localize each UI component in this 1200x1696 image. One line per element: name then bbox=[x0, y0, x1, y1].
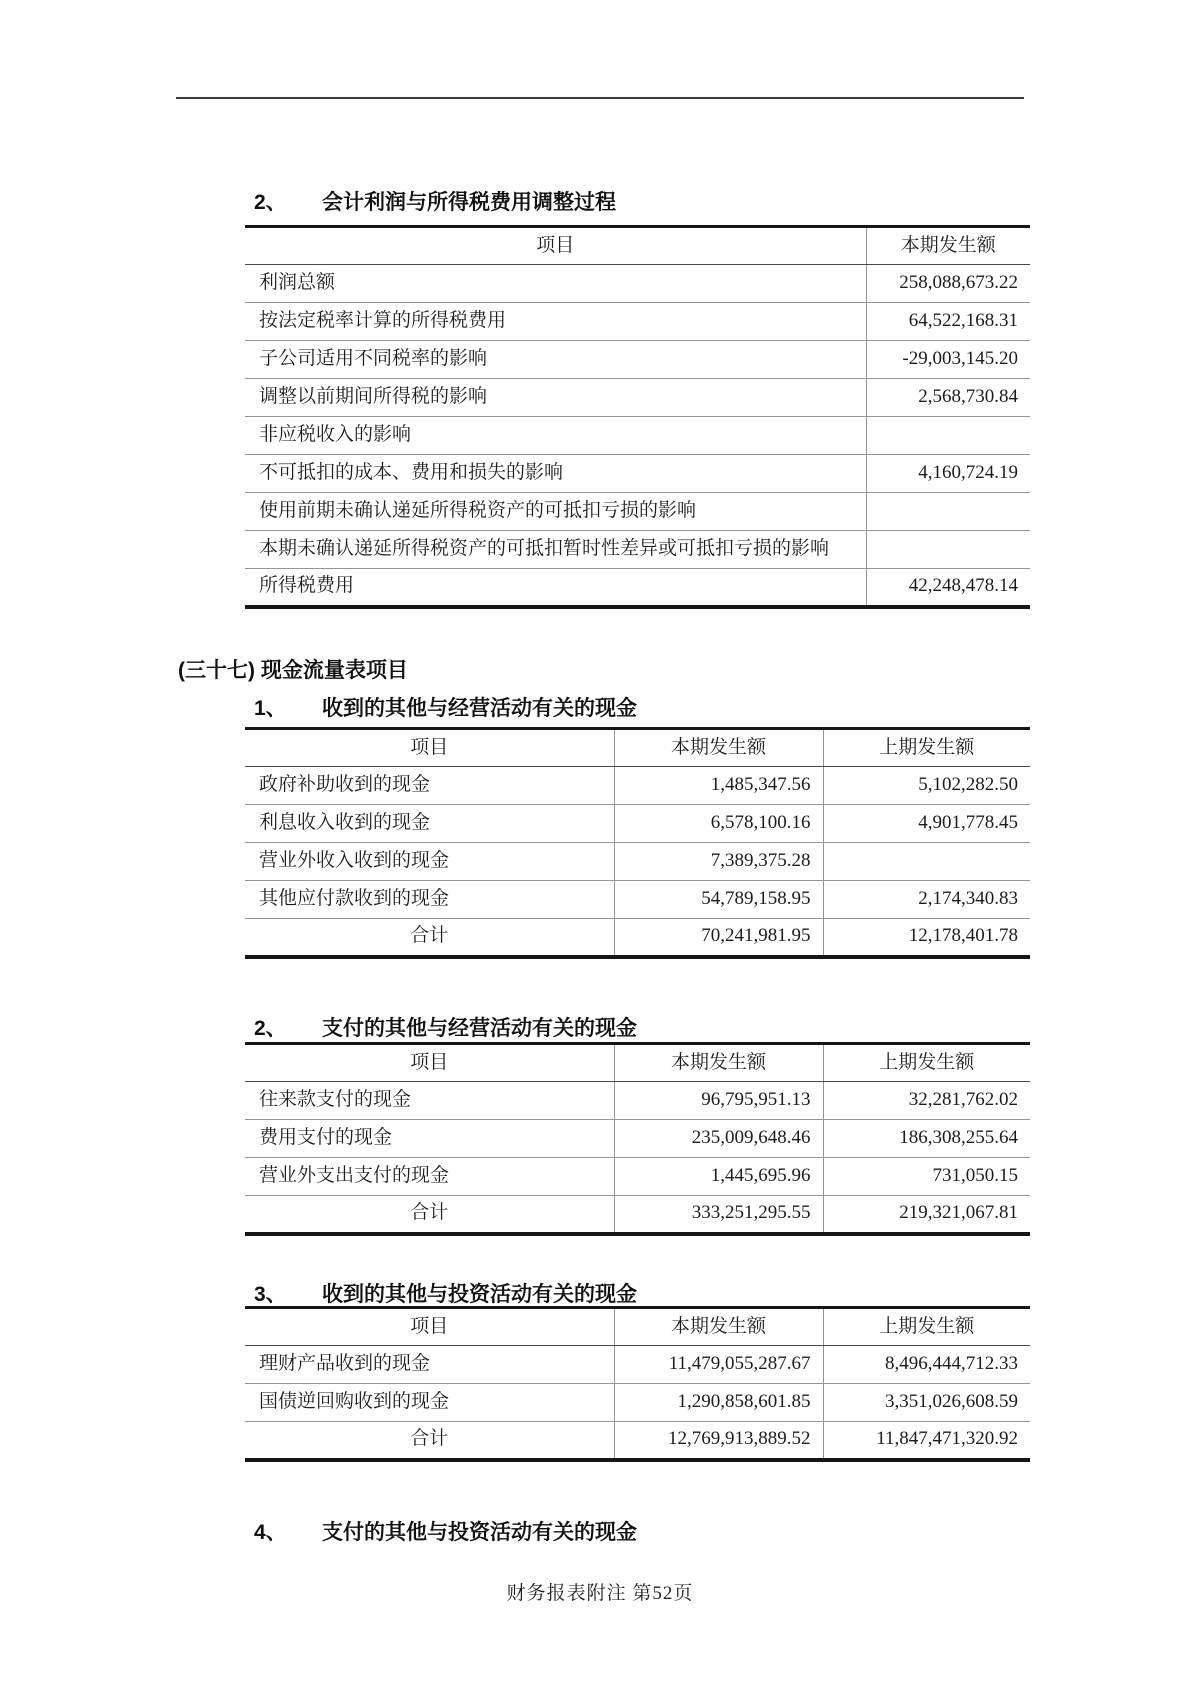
section-number: 2、 bbox=[254, 1017, 287, 1040]
table-row bbox=[245, 805, 1030, 843]
amount-cell: 1,445,695.96 bbox=[614, 1158, 823, 1196]
item-cell: 合计 bbox=[245, 1196, 614, 1234]
amount-cell: -29,003,145.20 bbox=[866, 341, 1030, 379]
column-header: 项目 bbox=[245, 729, 614, 767]
cash-received-investing-table bbox=[245, 1306, 1030, 1462]
cash-paid-operating-table bbox=[245, 1042, 1030, 1236]
amount-cell: 4,160,724.19 bbox=[866, 455, 1030, 493]
page-header-rule bbox=[176, 97, 1024, 99]
table-row bbox=[245, 881, 1030, 919]
section-title: 支付的其他与投资活动有关的现金 bbox=[322, 1521, 637, 1544]
table-row bbox=[245, 1346, 1030, 1384]
subsection-heading-4 bbox=[254, 1520, 637, 1546]
table-row bbox=[245, 493, 1030, 531]
amount-cell: 186,308,255.64 bbox=[823, 1120, 1030, 1158]
column-header: 本期发生额 bbox=[614, 1044, 823, 1082]
item-cell: 调整以前期间所得税的影响 bbox=[245, 379, 866, 417]
item-cell: 利息收入收到的现金 bbox=[245, 805, 614, 843]
amount-cell: 731,050.15 bbox=[823, 1158, 1030, 1196]
column-header: 上期发生额 bbox=[823, 729, 1030, 767]
table-row bbox=[245, 1120, 1030, 1158]
amount-cell bbox=[823, 843, 1030, 881]
amount-cell: 5,102,282.50 bbox=[823, 767, 1030, 805]
amount-cell: 54,789,158.95 bbox=[614, 881, 823, 919]
section-heading-tax-adjustment bbox=[254, 190, 616, 216]
total-row bbox=[245, 1196, 1030, 1234]
column-header: 本期发生额 bbox=[614, 729, 823, 767]
item-cell: 不可抵扣的成本、费用和损失的影响 bbox=[245, 455, 866, 493]
amount-cell: 3,351,026,608.59 bbox=[823, 1384, 1030, 1422]
amount-cell: 1,290,858,601.85 bbox=[614, 1384, 823, 1422]
section-number: 1、 bbox=[254, 697, 287, 720]
item-cell: 子公司适用不同税率的影响 bbox=[245, 341, 866, 379]
table-row bbox=[245, 455, 1030, 493]
table-row bbox=[245, 531, 1030, 569]
column-header: 上期发生额 bbox=[823, 1308, 1030, 1346]
item-cell: 费用支付的现金 bbox=[245, 1120, 614, 1158]
section-title: 收到的其他与投资活动有关的现金 bbox=[322, 1283, 637, 1306]
section-number: 4、 bbox=[254, 1521, 287, 1544]
amount-cell: 12,769,913,889.52 bbox=[614, 1422, 823, 1460]
amount-cell: 6,578,100.16 bbox=[614, 805, 823, 843]
amount-cell: 11,479,055,287.67 bbox=[614, 1346, 823, 1384]
table-row bbox=[245, 767, 1030, 805]
table-row bbox=[245, 569, 1030, 607]
amount-cell bbox=[866, 417, 1030, 455]
amount-cell: 64,522,168.31 bbox=[866, 303, 1030, 341]
amount-cell bbox=[866, 493, 1030, 531]
section-number: 2、 bbox=[254, 191, 287, 214]
amount-cell: 42,248,478.14 bbox=[908, 575, 1018, 597]
item-cell: 理财产品收到的现金 bbox=[245, 1346, 614, 1384]
amount-cell: 12,178,401.78 bbox=[908, 925, 1018, 947]
column-header: 本期发生额 bbox=[614, 1308, 823, 1346]
amount-cell: 1,485,347.56 bbox=[614, 767, 823, 805]
amount-cell: 7,389,375.28 bbox=[614, 843, 823, 881]
amount-cell: 333,251,295.55 bbox=[614, 1196, 823, 1234]
column-header: 本期发生额 bbox=[866, 227, 1030, 265]
table-body bbox=[245, 1082, 1030, 1234]
item-cell: 营业外支出支付的现金 bbox=[245, 1158, 614, 1196]
subsection-heading-3 bbox=[254, 1282, 637, 1308]
section-title: 支付的其他与经营活动有关的现金 bbox=[322, 1017, 637, 1040]
table-head bbox=[245, 1308, 1030, 1346]
table-header-row bbox=[245, 227, 1030, 265]
amount-cell: 219,321,067.81 bbox=[899, 1202, 1018, 1224]
table-head bbox=[245, 1044, 1030, 1082]
amount-cell: 235,009,648.46 bbox=[614, 1120, 823, 1158]
item-cell: 利润总额 bbox=[245, 265, 866, 303]
table-body bbox=[245, 767, 1030, 957]
amount-cell: 8,496,444,712.33 bbox=[823, 1346, 1030, 1384]
amount-cell: 4,901,778.45 bbox=[823, 805, 1030, 843]
table-head bbox=[245, 227, 1030, 265]
column-header: 项目 bbox=[245, 1308, 614, 1346]
item-cell: 非应税收入的影响 bbox=[245, 417, 866, 455]
column-header: 项目 bbox=[245, 1044, 614, 1082]
section-title: 收到的其他与经营活动有关的现金 bbox=[322, 697, 637, 720]
item-cell: 本期未确认递延所得税资产的可抵扣暂时性差异或可抵扣亏损的影响 bbox=[245, 531, 866, 569]
table-header-row bbox=[245, 729, 1030, 767]
total-row bbox=[245, 1422, 1030, 1460]
table-header-row bbox=[245, 1044, 1030, 1082]
item-cell: 合计 bbox=[245, 919, 614, 957]
subsection-heading-2 bbox=[254, 1016, 637, 1042]
item-cell: 国债逆回购收到的现金 bbox=[245, 1384, 614, 1422]
cash-received-operating-table bbox=[245, 727, 1030, 959]
item-cell: 其他应付款收到的现金 bbox=[245, 881, 614, 919]
amount-cell bbox=[866, 531, 1030, 569]
total-row bbox=[245, 919, 1030, 957]
item-cell: 政府补助收到的现金 bbox=[245, 767, 614, 805]
amount-cell: 11,847,471,320.92 bbox=[876, 1428, 1018, 1450]
section-number: 3、 bbox=[254, 1283, 287, 1306]
amount-cell: 2,568,730.84 bbox=[866, 379, 1030, 417]
item-cell: 营业外收入收到的现金 bbox=[245, 843, 614, 881]
table-row bbox=[245, 303, 1030, 341]
table-row bbox=[245, 379, 1030, 417]
subsection-heading-1 bbox=[254, 696, 637, 722]
tax-adjustment-table bbox=[245, 225, 1030, 609]
page-footer: 财务报表附注 第52页 bbox=[506, 1583, 694, 1604]
table-row bbox=[245, 265, 1030, 303]
amount-cell: 70,241,981.95 bbox=[614, 919, 823, 957]
amount-cell: 258,088,673.22 bbox=[866, 265, 1030, 303]
table-head bbox=[245, 729, 1030, 767]
column-header: 项目 bbox=[245, 227, 866, 265]
amount-cell: 32,281,762.02 bbox=[823, 1082, 1030, 1120]
item-cell: 所得税费用 bbox=[245, 569, 866, 607]
column-header: 上期发生额 bbox=[823, 1044, 1030, 1082]
table-header-row bbox=[245, 1308, 1030, 1346]
table-row bbox=[245, 1082, 1030, 1120]
table-row bbox=[245, 843, 1030, 881]
table-body bbox=[245, 1346, 1030, 1460]
item-cell: 使用前期未确认递延所得税资产的可抵扣亏损的影响 bbox=[245, 493, 866, 531]
table-row bbox=[245, 1158, 1030, 1196]
amount-cell: 2,174,340.83 bbox=[823, 881, 1030, 919]
table-row bbox=[245, 341, 1030, 379]
section-heading-cashflow bbox=[178, 658, 408, 684]
item-cell: 按法定税率计算的所得税费用 bbox=[245, 303, 866, 341]
section-title: 会计利润与所得税费用调整过程 bbox=[322, 191, 616, 214]
section-title: (三十七) 现金流量表项目 bbox=[178, 659, 408, 682]
item-cell: 合计 bbox=[245, 1422, 614, 1460]
table-row bbox=[245, 1384, 1030, 1422]
table-body bbox=[245, 265, 1030, 607]
item-cell: 往来款支付的现金 bbox=[245, 1082, 614, 1120]
table-row bbox=[245, 417, 1030, 455]
amount-cell: 96,795,951.13 bbox=[614, 1082, 823, 1120]
